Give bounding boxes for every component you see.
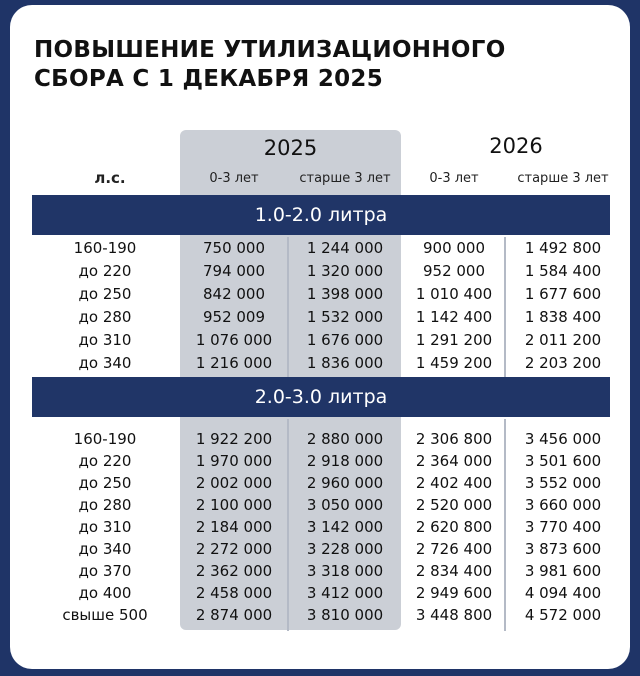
table-row	[10, 472, 630, 494]
price-2025-new-cell: 842 000	[202, 285, 266, 303]
table-row	[10, 450, 630, 472]
price-2026-new-cell: 952 000	[422, 262, 486, 280]
section-label: 2.0-3.0 литра	[254, 386, 388, 408]
price-2026-old-cell: 3 552 000	[524, 474, 602, 492]
price-2026-old-cell: 3 981 600	[524, 562, 602, 580]
price-2025-new-cell: 2 100 000	[195, 496, 273, 514]
price-2025-old-cell: 1 676 000	[306, 331, 384, 349]
price-2025-old-cell: 2 880 000	[306, 430, 384, 448]
price-2025-old-cell: 3 142 000	[306, 518, 384, 536]
price-2025-old-cell: 3 412 000	[306, 584, 384, 602]
hp-cell: до 220	[78, 262, 132, 280]
price-2026-new-cell: 2 364 000	[415, 452, 493, 470]
price-2026-new-cell: 2 726 400	[415, 540, 493, 558]
price-2025-new-cell: 2 362 000	[195, 562, 273, 580]
price-2026-new-cell: 3 448 800	[415, 606, 493, 624]
price-2025-new-cell: 1 076 000	[195, 331, 273, 349]
year-2025-header: 2025	[263, 136, 318, 160]
price-2025-new-cell: 2 874 000	[195, 606, 273, 624]
hp-column-header: л.с.	[94, 169, 126, 187]
price-2026-old-cell: 4 094 400	[524, 584, 602, 602]
section-band-1	[32, 195, 610, 235]
table-row	[10, 516, 630, 538]
section-band-2	[32, 377, 610, 417]
price-2026-old-cell: 1 677 600	[524, 285, 602, 303]
price-2026-old-cell: 3 456 000	[524, 430, 602, 448]
price-2026-new-cell: 2 834 400	[415, 562, 493, 580]
price-2025-old-cell: 1 244 000	[306, 239, 384, 257]
title-line-2: СБОРА С 1 ДЕКАБРЯ 2025	[34, 66, 384, 92]
price-2026-new-cell: 1 291 200	[415, 331, 493, 349]
table-row	[10, 560, 630, 582]
hp-cell: до 370	[78, 562, 132, 580]
table-row	[10, 306, 630, 328]
table-row	[10, 329, 630, 351]
header-2026-new: 0-3 лет	[429, 171, 479, 186]
title-line-1: ПОВЫШЕНИЕ УТИЛИЗАЦИОННОГО	[34, 37, 506, 63]
hp-cell: до 340	[78, 354, 132, 372]
hp-cell: до 280	[78, 308, 132, 326]
price-2026-old-cell: 4 572 000	[524, 606, 602, 624]
price-2026-new-cell: 1 142 400	[415, 308, 493, 326]
price-2025-old-cell: 3 318 000	[306, 562, 384, 580]
price-2025-old-cell: 1 532 000	[306, 308, 384, 326]
price-2026-new-cell: 2 620 800	[415, 518, 493, 536]
price-2025-old-cell: 2 918 000	[306, 452, 384, 470]
table-row	[10, 582, 630, 604]
table-row	[10, 494, 630, 516]
price-2026-new-cell: 2 306 800	[415, 430, 493, 448]
hp-cell: до 310	[78, 518, 132, 536]
price-2025-old-cell: 3 810 000	[306, 606, 384, 624]
hp-cell: свыше 500	[62, 606, 148, 624]
price-2026-old-cell: 3 660 000	[524, 496, 602, 514]
section-label: 1.0-2.0 литра	[254, 204, 388, 226]
hp-cell: до 310	[78, 331, 132, 349]
price-2026-old-cell: 3 501 600	[524, 452, 602, 470]
table-row	[10, 237, 630, 259]
price-2026-old-cell: 2 011 200	[524, 331, 602, 349]
table-row	[10, 538, 630, 560]
tariff-card	[10, 5, 630, 669]
price-2025-new-cell: 2 458 000	[195, 584, 273, 602]
hp-cell: до 220	[78, 452, 132, 470]
header-2026-old: старше 3 лет	[517, 171, 609, 186]
price-2026-new-cell: 1 010 400	[415, 285, 493, 303]
hp-cell: до 280	[78, 496, 132, 514]
hp-cell: 160-190	[73, 239, 137, 257]
hp-cell: 160-190	[73, 430, 137, 448]
price-2025-new-cell: 2 272 000	[195, 540, 273, 558]
price-2026-old-cell: 1 492 800	[524, 239, 602, 257]
table-row	[10, 352, 630, 374]
price-2026-new-cell: 900 000	[422, 239, 486, 257]
hp-cell: до 250	[78, 285, 132, 303]
header-2025-old: старше 3 лет	[299, 171, 391, 186]
year-2026-header: 2026	[489, 134, 543, 158]
table-row	[10, 260, 630, 282]
price-2025-old-cell: 1 398 000	[306, 285, 384, 303]
price-2026-old-cell: 1 838 400	[524, 308, 602, 326]
price-2026-old-cell: 3 770 400	[524, 518, 602, 536]
price-2025-new-cell: 2 184 000	[195, 518, 273, 536]
price-2025-new-cell: 1 922 200	[195, 430, 273, 448]
price-2025-old-cell: 1 836 000	[306, 354, 384, 372]
header-2025-new: 0-3 лет	[209, 171, 259, 186]
price-2026-old-cell: 1 584 400	[524, 262, 602, 280]
price-2025-old-cell: 3 228 000	[306, 540, 384, 558]
price-2025-old-cell: 2 960 000	[306, 474, 384, 492]
price-2026-new-cell: 2 402 400	[415, 474, 493, 492]
table-row	[10, 604, 630, 626]
price-2026-new-cell: 1 459 200	[415, 354, 493, 372]
hp-cell: до 400	[78, 584, 132, 602]
price-2025-old-cell: 1 320 000	[306, 262, 384, 280]
price-2026-new-cell: 2 949 600	[415, 584, 493, 602]
hp-cell: до 250	[78, 474, 132, 492]
price-2025-new-cell: 1 216 000	[195, 354, 273, 372]
hp-cell: до 340	[78, 540, 132, 558]
price-2026-new-cell: 2 520 000	[415, 496, 493, 514]
price-2025-new-cell: 952 009	[202, 308, 266, 326]
price-2026-old-cell: 2 203 200	[524, 354, 602, 372]
table-row	[10, 428, 630, 450]
price-2025-new-cell: 750 000	[202, 239, 266, 257]
page-title	[34, 36, 594, 94]
price-2026-old-cell: 3 873 600	[524, 540, 602, 558]
price-2025-old-cell: 3 050 000	[306, 496, 384, 514]
table-row	[10, 283, 630, 305]
price-2025-new-cell: 1 970 000	[195, 452, 273, 470]
price-2025-new-cell: 2 002 000	[195, 474, 273, 492]
price-2025-new-cell: 794 000	[202, 262, 266, 280]
